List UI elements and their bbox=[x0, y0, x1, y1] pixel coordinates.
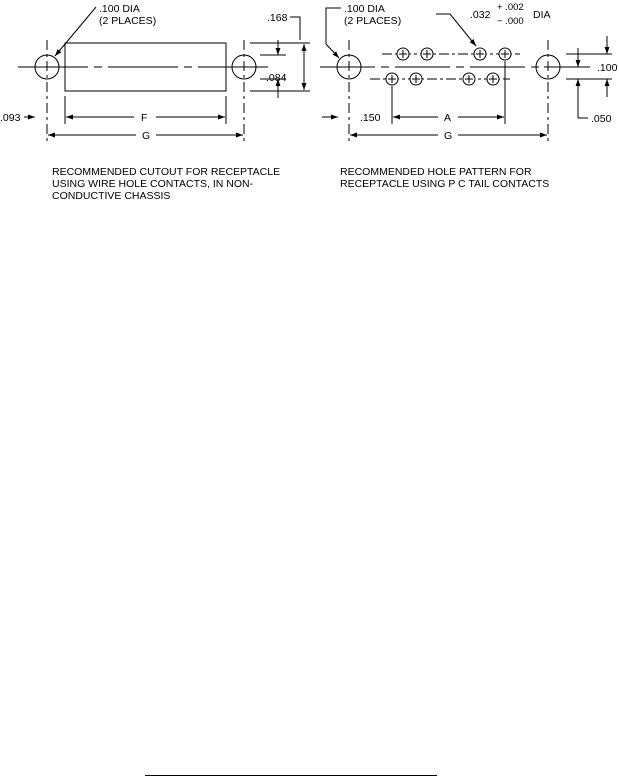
footer-rule bbox=[145, 775, 437, 776]
caption-line: RECOMMENDED CUTOUT FOR RECEPTACLE bbox=[52, 166, 281, 178]
left-callout-line1: .100 DIA bbox=[99, 3, 140, 15]
dim-150-label: .150 bbox=[360, 112, 381, 124]
dim-A-label: A bbox=[444, 112, 452, 124]
right-figure-caption bbox=[340, 166, 549, 190]
callout-leader-left bbox=[55, 7, 96, 56]
contact-hole bbox=[487, 73, 499, 85]
tolerance-minus: − .000 bbox=[497, 16, 524, 27]
contact-hole bbox=[499, 48, 511, 60]
dim-168-label: .168 bbox=[267, 12, 288, 24]
left-figure-text bbox=[0, 3, 288, 142]
dim-G-label-left: G bbox=[142, 130, 151, 142]
caption-line: RECEPTACLE USING P C TAIL CONTACTS bbox=[340, 178, 550, 190]
contact-hole bbox=[410, 73, 422, 85]
caption-line: CONDUCTIVE CHASSIS bbox=[52, 190, 171, 202]
dim-F-label: F bbox=[141, 112, 148, 124]
dim-050-label: .050 bbox=[591, 113, 612, 125]
caption-line: RECOMMENDED HOLE PATTERN FOR bbox=[340, 166, 532, 178]
right-callout-line2: (2 PLACES) bbox=[344, 15, 402, 27]
dim-100-label: .100 bbox=[597, 62, 618, 74]
contact-hole bbox=[474, 48, 486, 60]
contact-hole bbox=[421, 48, 433, 60]
dim-168-leader bbox=[290, 17, 300, 40]
dim-G-label-right: G bbox=[444, 130, 453, 142]
right-callout-line1: .100 DIA bbox=[344, 3, 385, 15]
right-figure-text bbox=[344, 2, 618, 142]
tolerance-suffix: DIA bbox=[533, 9, 551, 21]
contact-hole bbox=[386, 73, 398, 85]
tolerance-plus: + .002 bbox=[497, 2, 524, 13]
callout-leader-right bbox=[326, 8, 341, 58]
dim-093-label: .093 bbox=[0, 112, 21, 124]
left-figure-caption bbox=[52, 166, 280, 202]
caption-line: USING WIRE HOLE CONTACTS, IN NON- bbox=[52, 178, 254, 190]
tolerance-base: .032 bbox=[470, 9, 491, 21]
left-callout-line2: (2 PLACES) bbox=[99, 15, 157, 27]
contact-hole bbox=[463, 73, 475, 85]
dim-084-label: .084 bbox=[266, 72, 287, 84]
contact-hole bbox=[397, 48, 409, 60]
